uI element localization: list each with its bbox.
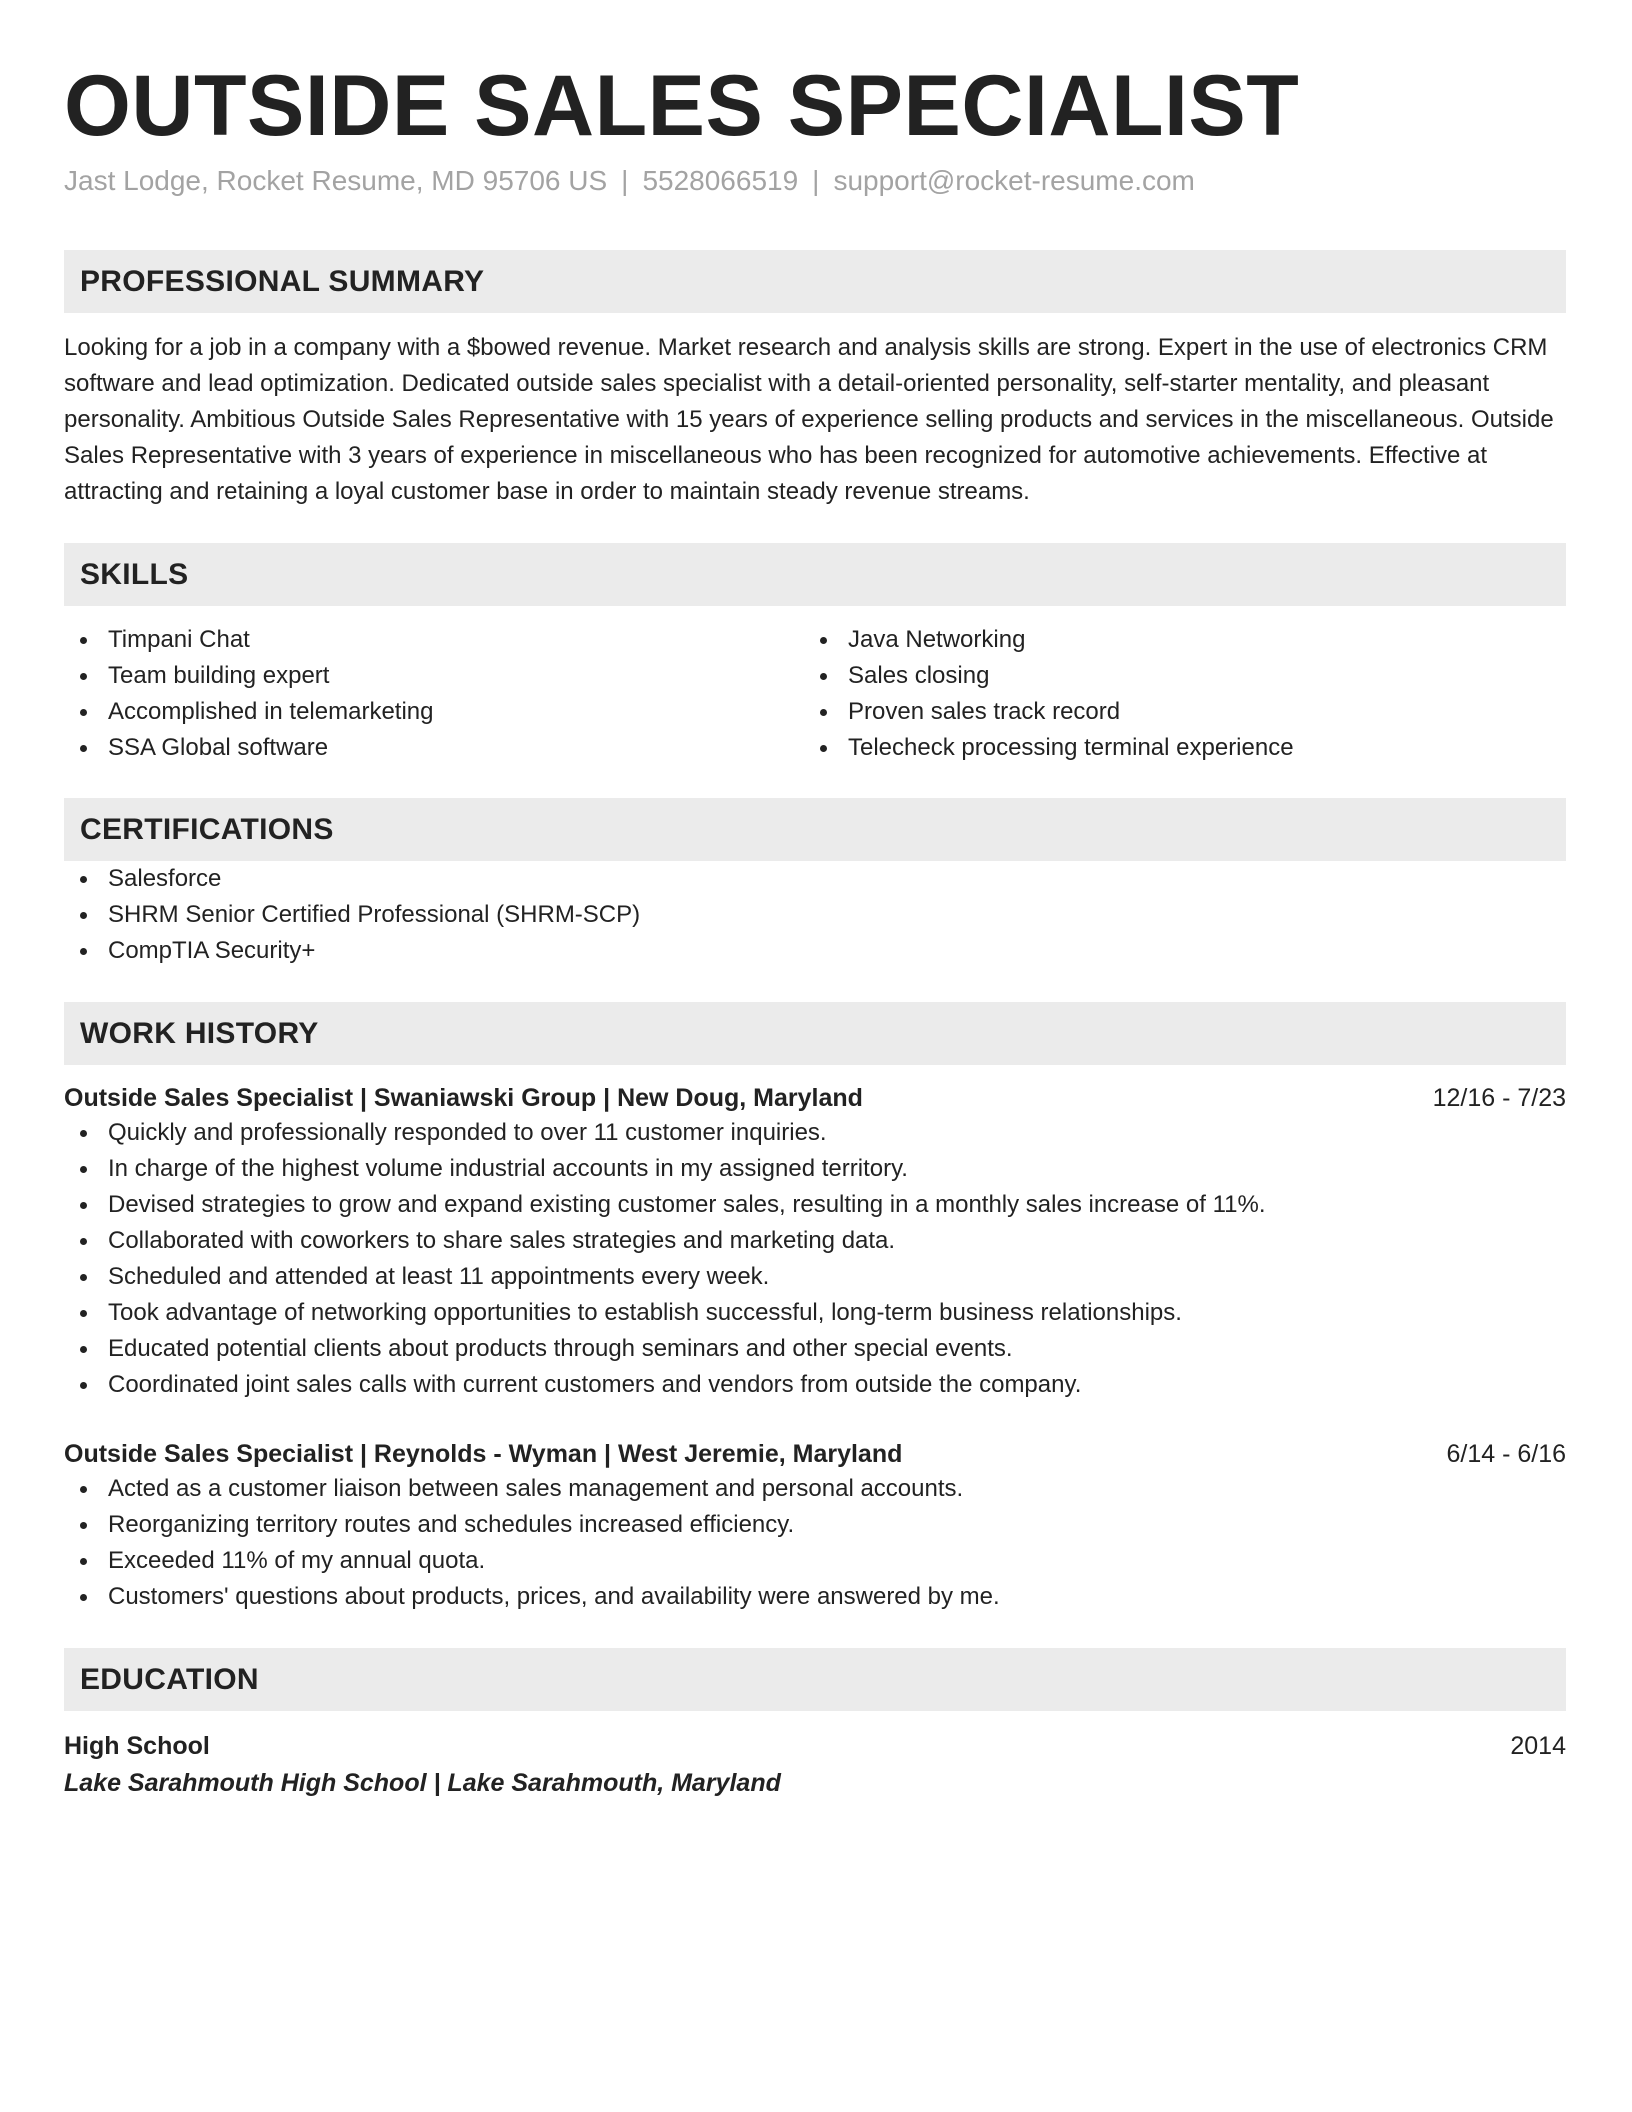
certifications-section [64, 798, 1566, 969]
job-bullet: Exceeded 11% of my annual quota. [64, 1543, 1566, 1579]
education-entry [64, 1728, 1566, 1802]
contact-email: support@rocket-resume.com [833, 165, 1195, 196]
skill-item: Timpani Chat [64, 622, 804, 658]
skills-section [64, 543, 1566, 766]
education-school: Lake Sarahmouth High School | Lake Sarahmouth, Maryland [64, 1769, 781, 1797]
certification-item: Salesforce [64, 861, 1566, 897]
skills-left-column [64, 622, 804, 766]
skill-item: Team building expert [64, 658, 804, 694]
job-bullets [64, 1471, 1566, 1615]
job-bullet: Reorganizing territory routes and schedules increased efficiency. [64, 1507, 1566, 1543]
work-history-section [64, 1002, 1566, 1615]
skill-item: Telecheck processing terminal experience [804, 730, 1544, 766]
job-bullet: Educated potential clients about products through seminars and other special events. [64, 1331, 1566, 1367]
contact-address: Jast Lodge, Rocket Resume, MD 95706 US [64, 165, 608, 196]
contact-line [64, 164, 1566, 198]
skills-grid [64, 622, 1566, 766]
job-header [64, 1081, 1566, 1115]
skill-item: Java Networking [804, 622, 1544, 658]
certification-item: CompTIA Security+ [64, 933, 1566, 969]
education-degree: High School [64, 1732, 210, 1760]
job-entry [64, 1081, 1566, 1403]
summary-section [64, 250, 1566, 510]
education-section [64, 1648, 1566, 1802]
job-dates: 6/14 - 6/16 [1446, 1440, 1566, 1468]
section-heading-summary: PROFESSIONAL SUMMARY [64, 250, 1566, 313]
job-bullet: In charge of the highest volume industrial accounts in my assigned territory. [64, 1151, 1566, 1187]
contact-phone: 5528066519 [642, 165, 799, 196]
education-header [64, 1728, 1566, 1764]
job-bullet: Customers' questions about products, prices, and availability were answered by me. [64, 1579, 1566, 1615]
contact-separator: | [812, 165, 820, 196]
job-bullet: Scheduled and attended at least 11 appointments every week. [64, 1259, 1566, 1295]
job-dates: 12/16 - 7/23 [1432, 1084, 1566, 1112]
job-bullets [64, 1115, 1566, 1403]
skill-item: Proven sales track record [804, 694, 1544, 730]
job-title: Outside Sales Specialist | Swaniawski Group | New Doug, Maryland [64, 1084, 863, 1112]
section-heading-skills: SKILLS [64, 543, 1566, 606]
skill-item: SSA Global software [64, 730, 804, 766]
section-heading-work-history: WORK HISTORY [64, 1002, 1566, 1065]
resume-name: OUTSIDE SALES SPECIALIST [64, 58, 1300, 154]
job-header [64, 1437, 1566, 1471]
job-bullet: Took advantage of networking opportunities to establish successful, long-term business relationships. [64, 1295, 1566, 1331]
section-heading-certifications: CERTIFICATIONS [64, 798, 1566, 861]
job-bullet: Coordinated joint sales calls with current customers and vendors from outside the company. [64, 1367, 1566, 1403]
certification-item: SHRM Senior Certified Professional (SHRM-SCP) [64, 897, 1566, 933]
certifications-list [64, 861, 1566, 969]
resume-page [64, 56, 1566, 1802]
skill-item: Sales closing [804, 658, 1544, 694]
skill-item: Accomplished in telemarketing [64, 694, 804, 730]
job-title: Outside Sales Specialist | Reynolds - Wyman | West Jeremie, Maryland [64, 1440, 903, 1468]
job-bullet: Acted as a customer liaison between sales management and personal accounts. [64, 1471, 1566, 1507]
section-heading-education: EDUCATION [64, 1648, 1566, 1711]
job-bullet: Devised strategies to grow and expand existing customer sales, resulting in a monthly sales increase of 11%. [64, 1187, 1566, 1223]
job-bullet: Collaborated with coworkers to share sales strategies and marketing data. [64, 1223, 1566, 1259]
contact-separator: | [621, 165, 629, 196]
job-bullet: Quickly and professionally responded to over 11 customer inquiries. [64, 1115, 1566, 1151]
summary-text: Looking for a job in a company with a $bowed revenue. Market research and analysis skills are strong. Expert in the use of electronics CRM software and lead optimization. Dedicated outside sales specialist with a detail-oriented personality, self-starter mentality, and pleasant personality. Ambitious Outside Sales Representative with 15 years of experience selling products and services in the miscellaneous. Outside Sales Representative with 3 years of experience in miscellaneous who has been recognized for automotive achievements. Effective at attracting and retaining a loyal customer base in order to maintain steady revenue streams. [64, 334, 1554, 505]
education-year: 2014 [1510, 1732, 1566, 1760]
job-entry [64, 1437, 1566, 1615]
skills-right-column [804, 622, 1544, 766]
